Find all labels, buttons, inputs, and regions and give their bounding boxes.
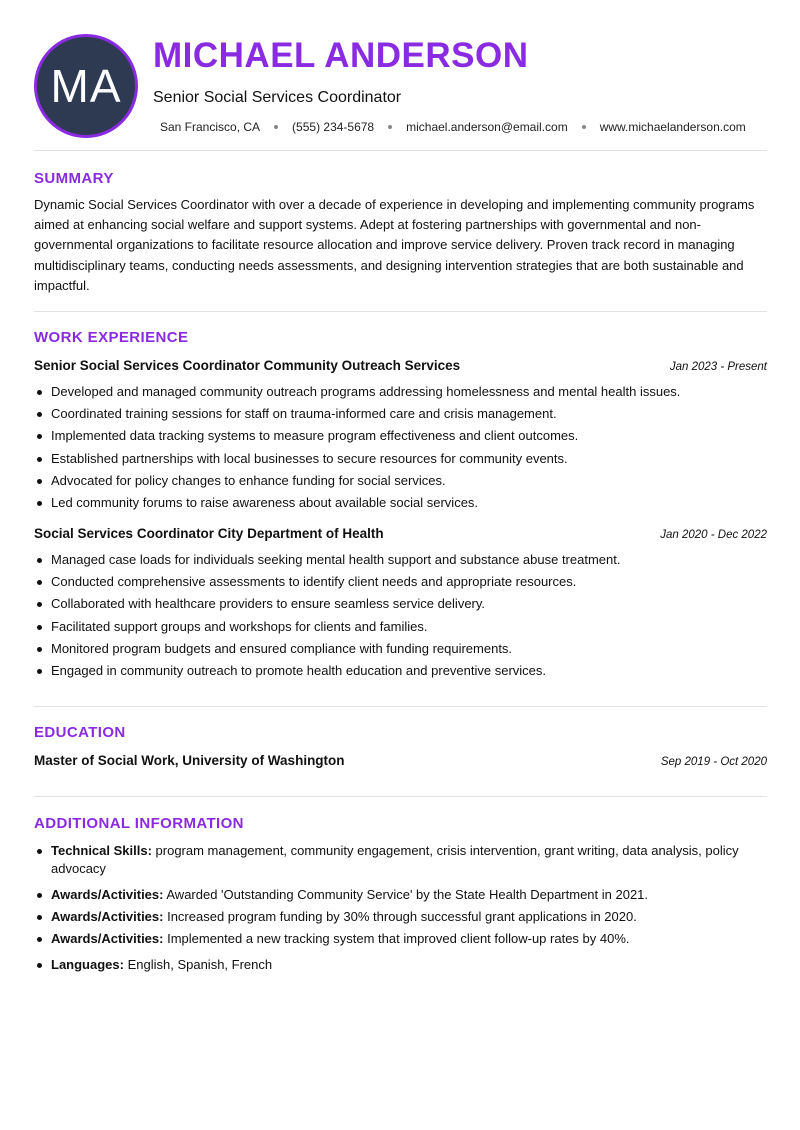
info-text: Awarded 'Outstanding Community Service' by the State Health Department in 2021. [163,887,649,902]
info-label: Technical Skills: [51,843,152,858]
education-entry [34,753,767,771]
list-item: Monitored program budgets and ensured compliance with funding requirements. [34,640,767,662]
list-item [34,842,767,878]
divider [34,150,767,151]
list-item: Implemented data tracking systems to measure program effectiveness and client outcomes. [34,427,767,449]
education-dates: Sep 2019 - Oct 2020 [660,756,767,768]
list-item: Led community forums to raise awareness about available social services. [34,494,767,516]
list-item: Developed and managed community outreach programs addressing homelessness and mental health issues. [34,383,767,405]
info-label: Awards/Activities: [51,887,164,902]
job-role: Senior Social Services Coordinator Community Outreach Services [34,358,461,373]
contact-location: San Francisco, CA [160,120,261,134]
summary-text: Dynamic Social Services Coordinator with over a decade of experience in developing and implementing community programs aimed at enhancing social welfare and support systems. Adept at fostering partnerships with governmental and non-governmental organizations to facilitate resource allocation and improve service delivery. Proven track record in managing multidisciplinary teams, conducting needs assessments, and designing intervention strategies that are both sustainable and impactful. [34,197,755,293]
divider [34,311,767,312]
info-text: English, Spanish, French [123,957,273,972]
list-item: Engaged in community outreach to promote health education and preventive services. [34,662,767,684]
list-item: Managed case loads for individuals seeking mental health support and substance abuse treatment. [34,551,767,573]
info-text: Increased program funding by 30% through successful grant applications in 2020. [163,909,637,924]
separator-dot [582,125,586,129]
additional-list [34,842,767,974]
list-item [34,886,767,904]
summary-heading: SUMMARY [34,170,114,187]
job-bullets [34,383,767,516]
info-label: Awards/Activities: [51,931,164,946]
avatar-initials: MA [50,60,122,112]
job-bullets [34,551,767,684]
info-text: Implemented a new tracking system that improved client follow-up rates by 40%. [163,931,630,946]
contact-line [160,120,746,134]
additional-heading: ADDITIONAL INFORMATION [34,815,244,832]
job-dates: Jan 2020 - Dec 2022 [660,529,767,541]
info-label: Awards/Activities: [51,909,164,924]
list-item [34,908,767,926]
contact-website[interactable]: www.michaelanderson.com [599,120,746,134]
job-dates: Jan 2023 - Present [669,361,767,373]
job-role: Social Services Coordinator City Department of Health [34,526,384,541]
contact-phone: (555) 234-5678 [292,120,375,134]
job-header [34,358,767,376]
list-item: Coordinated training sessions for staff on trauma-informed care and crisis management. [34,405,767,427]
job-title: Senior Social Services Coordinator [153,89,402,106]
experience-heading: WORK EXPERIENCE [34,329,189,346]
list-item: Advocated for policy changes to enhance funding for social services. [34,472,767,494]
info-label: Languages: [51,957,124,972]
list-item [34,930,767,948]
job-header [34,526,767,544]
candidate-name: MICHAEL ANDERSON [153,36,529,75]
list-item: Conducted comprehensive assessments to identify client needs and appropriate resources. [34,573,767,595]
separator-dot [274,125,278,129]
list-item: Established partnerships with local businesses to secure resources for community events. [34,450,767,472]
list-item: Facilitated support groups and workshops for clients and families. [34,618,767,640]
avatar [34,34,138,138]
list-item: Collaborated with healthcare providers to ensure seamless service delivery. [34,595,767,617]
divider [34,796,767,797]
divider [34,706,767,707]
info-text: program management, community engagement, crisis intervention, grant writing, data analysis, policy advocacy [51,843,739,876]
contact-email[interactable]: michael.anderson@email.com [406,120,568,134]
education-heading: EDUCATION [34,724,126,741]
list-item [34,956,767,974]
degree: Master of Social Work, University of Washington [34,753,345,768]
separator-dot [388,125,392,129]
